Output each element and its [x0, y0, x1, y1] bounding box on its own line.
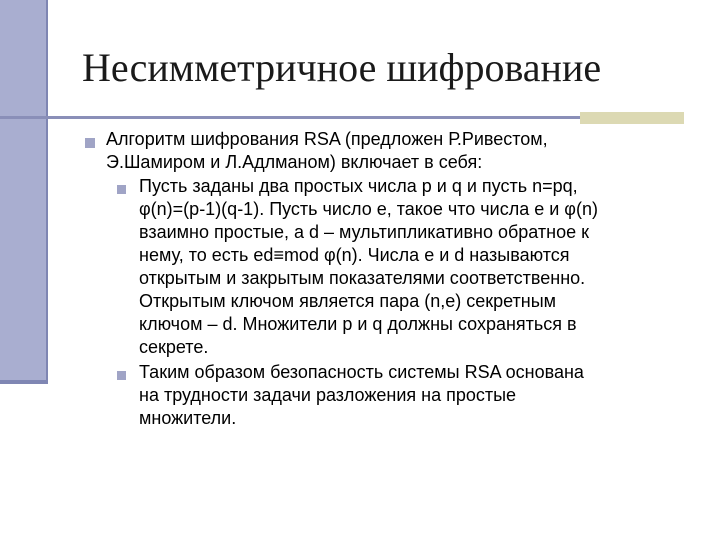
sub-bullet-1-line-6: Открытым ключом является пара (n,e) секретным — [139, 291, 557, 311]
sidebar-shadow — [46, 0, 48, 384]
main-bullet-line-1: Алгоритм шифрования RSA (предложен Р.Ривестом, — [106, 129, 548, 149]
title-divider — [0, 112, 720, 124]
main-bullet-line-2: Э.Шамиром и Л.Адлманом) включает в себя: — [106, 152, 483, 172]
divider-accent — [580, 112, 684, 124]
sub-bullet-1-line-4: нему, то есть ed≡mod φ(n). Числа e и d называются — [139, 245, 570, 265]
square-bullet-icon — [85, 138, 95, 148]
square-bullet-icon — [117, 185, 126, 194]
sub-bullet-2-line-1: Таким образом безопасность системы RSA основана — [139, 362, 584, 382]
sub-bullet-2-line-3: множители. — [139, 408, 237, 428]
sub-bullet-2-line-2: на трудности задачи разложения на простые — [139, 385, 517, 405]
sidebar-foot — [0, 380, 48, 384]
sub-bullet-1-line-8: секрете. — [139, 337, 209, 357]
decorative-sidebar — [0, 0, 46, 380]
sub-bullet-1-line-2: φ(n)=(p-1)(q-1). Пусть число e, такое что числа e и φ(n) — [139, 199, 598, 219]
sub-bullet-1-line-3: взаимно простые, а d – мультипликативно обратное к — [139, 222, 589, 242]
sub-bullet-1-line-1: Пусть заданы два простых числа p и q и пусть n=pq, — [139, 176, 578, 196]
square-bullet-icon — [117, 371, 126, 380]
sub-bullet-1-line-5: открытым и закрытым показателями соответственно. — [139, 268, 586, 288]
sub-bullet-1-line-7: ключом – d. Множители p и q должны сохраняться в — [139, 314, 577, 334]
divider-line — [0, 116, 680, 119]
slide-title: Несимметричное шифрование — [82, 45, 602, 90]
